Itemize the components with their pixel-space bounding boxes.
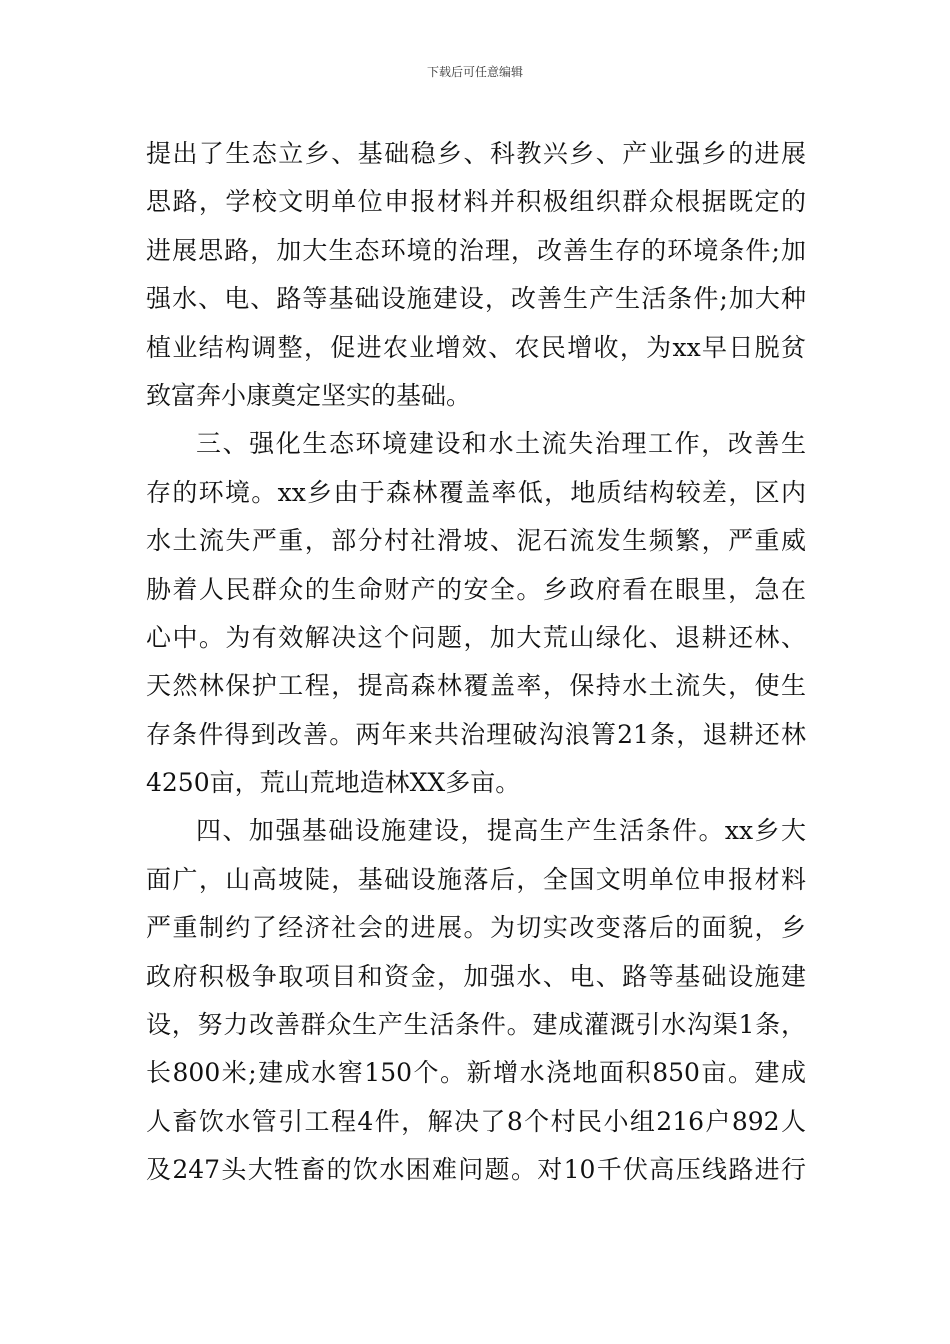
text-line: 设，努力改善群众生产生活条件。建成灌溉引水沟渠1条， bbox=[146, 1010, 806, 1040]
text-line: 长800米;建成水窖150个。新增水浇地面积850亩。建成 bbox=[146, 1058, 806, 1088]
text-line: 面广，山高坡陡，基础设施落后，全国文明单位申报材料 bbox=[146, 864, 806, 894]
text-line: 致富奔小康奠定坚实的基础。 bbox=[146, 380, 472, 410]
text-line: 及247头大牲畜的饮水困难问题。对10千伏高压线路进行 bbox=[146, 1155, 806, 1185]
text-line: 提出了生态立乡、基础稳乡、科教兴乡、产业强乡的进展 bbox=[146, 139, 806, 168]
text-line: 严重制约了经济社会的进展。为切实改变落后的面貌，乡 bbox=[146, 913, 806, 943]
text-line: 存条件得到改善。两年来共治理破沟浪箐21条，退耕还林 bbox=[146, 719, 806, 749]
text-line: 心中。为有效解决这个问题，加大荒山绿化、退耕还林、 bbox=[146, 622, 806, 652]
text-line: 思路，学校文明单位申报材料并积极组织群众根据既定的 bbox=[146, 187, 806, 217]
text-line: 水土流失严重，部分村社滑坡、泥石流发生频繁，严重威 bbox=[146, 526, 806, 556]
text-line: 人畜饮水管引工程4件，解决了8个村民小组216户892人 bbox=[146, 1106, 806, 1136]
text-line: 进展思路，加大生态环境的治理，改善生存的环境条件;加 bbox=[146, 235, 806, 265]
document-body bbox=[146, 130, 806, 1195]
text-line: 四、加强基础设施建设，提高生产生活条件。xx乡大 bbox=[196, 816, 806, 846]
text-line: 三、强化生态环境建设和水土流失治理工作，改善生 bbox=[196, 429, 806, 459]
text-line: 政府积极争取项目和资金，加强水、电、路等基础设施建 bbox=[146, 961, 806, 991]
text-line: 胁着人民群众的生命财产的安全。乡政府看在眼里，急在 bbox=[146, 574, 806, 604]
text-line: 存的环境。xx乡由于森林覆盖率低，地质结构较差，区内 bbox=[146, 477, 806, 507]
text-line: 植业结构调整，促进农业增效、农民增收，为xx早日脱贫 bbox=[146, 332, 806, 362]
text-line: 强水、电、路等基础设施建设，改善生产生活条件;加大种 bbox=[146, 284, 806, 314]
text-line: 天然林保护工程，提高森林覆盖率，保持水土流失，使生 bbox=[146, 671, 806, 701]
page-header: 下载后可任意编辑 bbox=[426, 65, 523, 79]
text-line: 4250亩，荒山荒地造林XX多亩。 bbox=[146, 768, 521, 798]
